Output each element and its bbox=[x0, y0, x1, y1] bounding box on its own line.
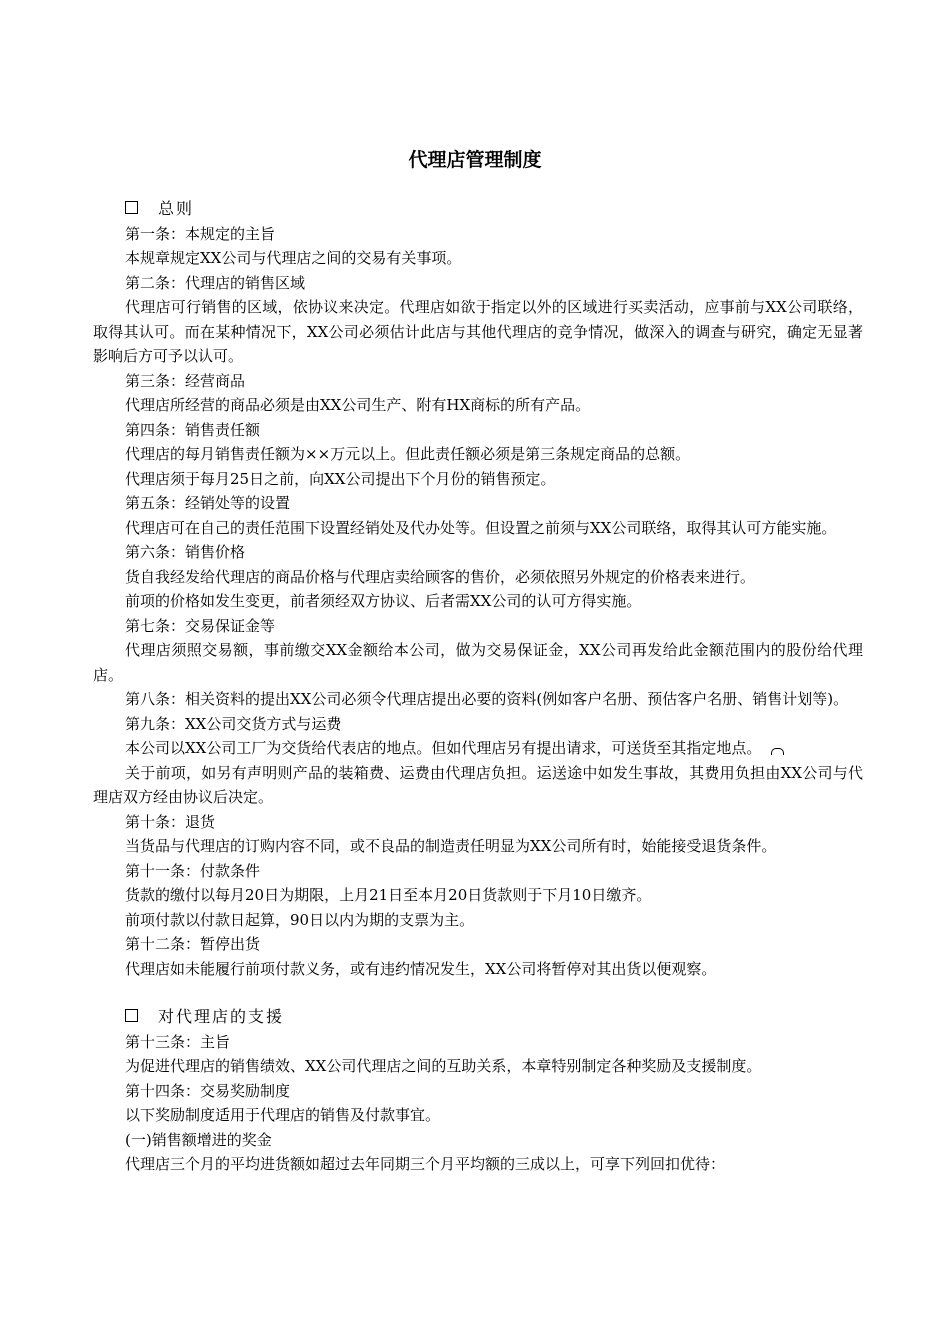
article-heading: 第九条：XX公司交货方式与运费 bbox=[125, 714, 342, 733]
section-heading-general bbox=[93, 197, 863, 222]
article-heading: 第一条：本规定的主旨 bbox=[125, 224, 276, 243]
section-heading-support bbox=[93, 1005, 863, 1030]
paragraph: 代理店须于每月25日之前，向XX公司提出下个月份的销售预定。 bbox=[125, 469, 556, 488]
paragraph: 当货品与代理店的订购内容不同，或不良品的制造责任明显为XX公司所有时，始能接受退货条件。 bbox=[125, 837, 777, 855]
article-heading: 第十条：退货 bbox=[125, 812, 216, 831]
paragraph: 代理店如未能履行前项付款义务，或有违约情况发生，XX公司将暂停对其出货以便观察。 bbox=[125, 959, 717, 978]
article-heading: 第五条：经销处等的设置 bbox=[125, 494, 291, 512]
article-heading: 第十一条：付款条件 bbox=[125, 861, 261, 880]
paragraph: 货款的缴付以每月20日为期限，上月21日至本月20日货款则于下月10日缴齐。 bbox=[125, 886, 652, 904]
article-heading: 第十二条：暂停出货 bbox=[125, 935, 261, 953]
paragraph: 代理店所经营的商品必须是由XX公司生产、附有HX商标的所有产品。 bbox=[125, 396, 591, 414]
paragraph: 代理店三个月的平均进货额如超过去年同期三个月平均额的三成以上，可享下列回扣优待： bbox=[125, 1155, 726, 1173]
article-heading: 第十四条：交易奖励制度 bbox=[125, 1081, 291, 1100]
paragraph: 代理店须照交易额，事前缴交XX金额给本公司，做为交易保证金，XX公司再发给此金额范围内的股份给代理店。 bbox=[93, 641, 863, 684]
paragraph: 为促进代理店的销售绩效、XX公司代理店之间的互助关系，本章特别制定各种奖励及支援制度。 bbox=[125, 1057, 762, 1075]
line-break-mark-icon bbox=[771, 748, 784, 755]
subsection-heading: (一)销售额增进的奖金 bbox=[125, 1130, 272, 1149]
paragraph: 前项的价格如发生变更，前者须经双方协议、后者需XX公司的认可方得实施。 bbox=[125, 592, 642, 610]
page-title: 代理店管理制度 bbox=[408, 149, 542, 171]
paragraph: 前项付款以付款日起算，90日以内为期的支票为主。 bbox=[125, 910, 475, 929]
article-heading: 第十三条：主旨 bbox=[125, 1032, 231, 1051]
document-body bbox=[93, 197, 863, 1177]
article-heading: 第六条：销售价格 bbox=[125, 543, 246, 561]
checkbox-square-icon bbox=[125, 1009, 138, 1022]
paragraph: 关于前项，如另有声明则产品的装箱费、运费由代理店负担。运送途中如发生事故，其费用负担由XX公司与代理店双方经由协议后决定。 bbox=[93, 763, 863, 806]
article-heading: 第八条：相关资料的提出XX公司必须令代理店提出必要的资料(例如客户名册、预估客户名册、销售计划等)。 bbox=[125, 690, 849, 708]
paragraph: 货自我经发给代理店的商品价格与代理店卖给顾客的售价，必须依照另外规定的价格表来进行。 bbox=[125, 567, 756, 586]
article-heading: 第三条：经营商品 bbox=[125, 371, 246, 390]
paragraph: 本规章规定XX公司与代理店之间的交易有关事项。 bbox=[125, 249, 462, 267]
paragraph: 代理店的每月销售责任额为××万元以上。但此责任额必须是第三条规定商品的总额。 bbox=[125, 445, 691, 463]
article-heading: 第七条：交易保证金等 bbox=[125, 616, 276, 635]
section-heading-text: 总则 bbox=[158, 199, 195, 218]
section-heading-text: 对代理店的支援 bbox=[158, 1007, 285, 1026]
paragraph: 代理店可在自己的责任范围下设置经销处及代办处等。但设置之前须与XX公司联络，取得其认可方能实施。 bbox=[125, 518, 837, 537]
article-heading: 第二条：代理店的销售区域 bbox=[125, 273, 306, 292]
article-heading: 第四条：销售责任额 bbox=[125, 420, 261, 439]
paragraph: 代理店可行销售的区域，依协议来决定。代理店如欲于指定以外的区域进行买卖活动，应事前与XX公司联络，取得其认可。而在某种情况下，XX公司必须估计此店与其他代理店的竞争情况，做深入的调查与研究，确定无显著影响后方可予以认可。 bbox=[93, 298, 863, 365]
checkbox-square-icon bbox=[125, 201, 138, 214]
paragraph bbox=[93, 736, 863, 761]
paragraph-text: 本公司以XX公司工厂为交货给代表店的地点。但如代理店另有提出请求，可送货至其指定地点。 bbox=[125, 739, 762, 757]
paragraph: 以下奖励制度适用于代理店的销售及付款事宜。 bbox=[125, 1106, 441, 1124]
spacer bbox=[93, 981, 863, 1005]
